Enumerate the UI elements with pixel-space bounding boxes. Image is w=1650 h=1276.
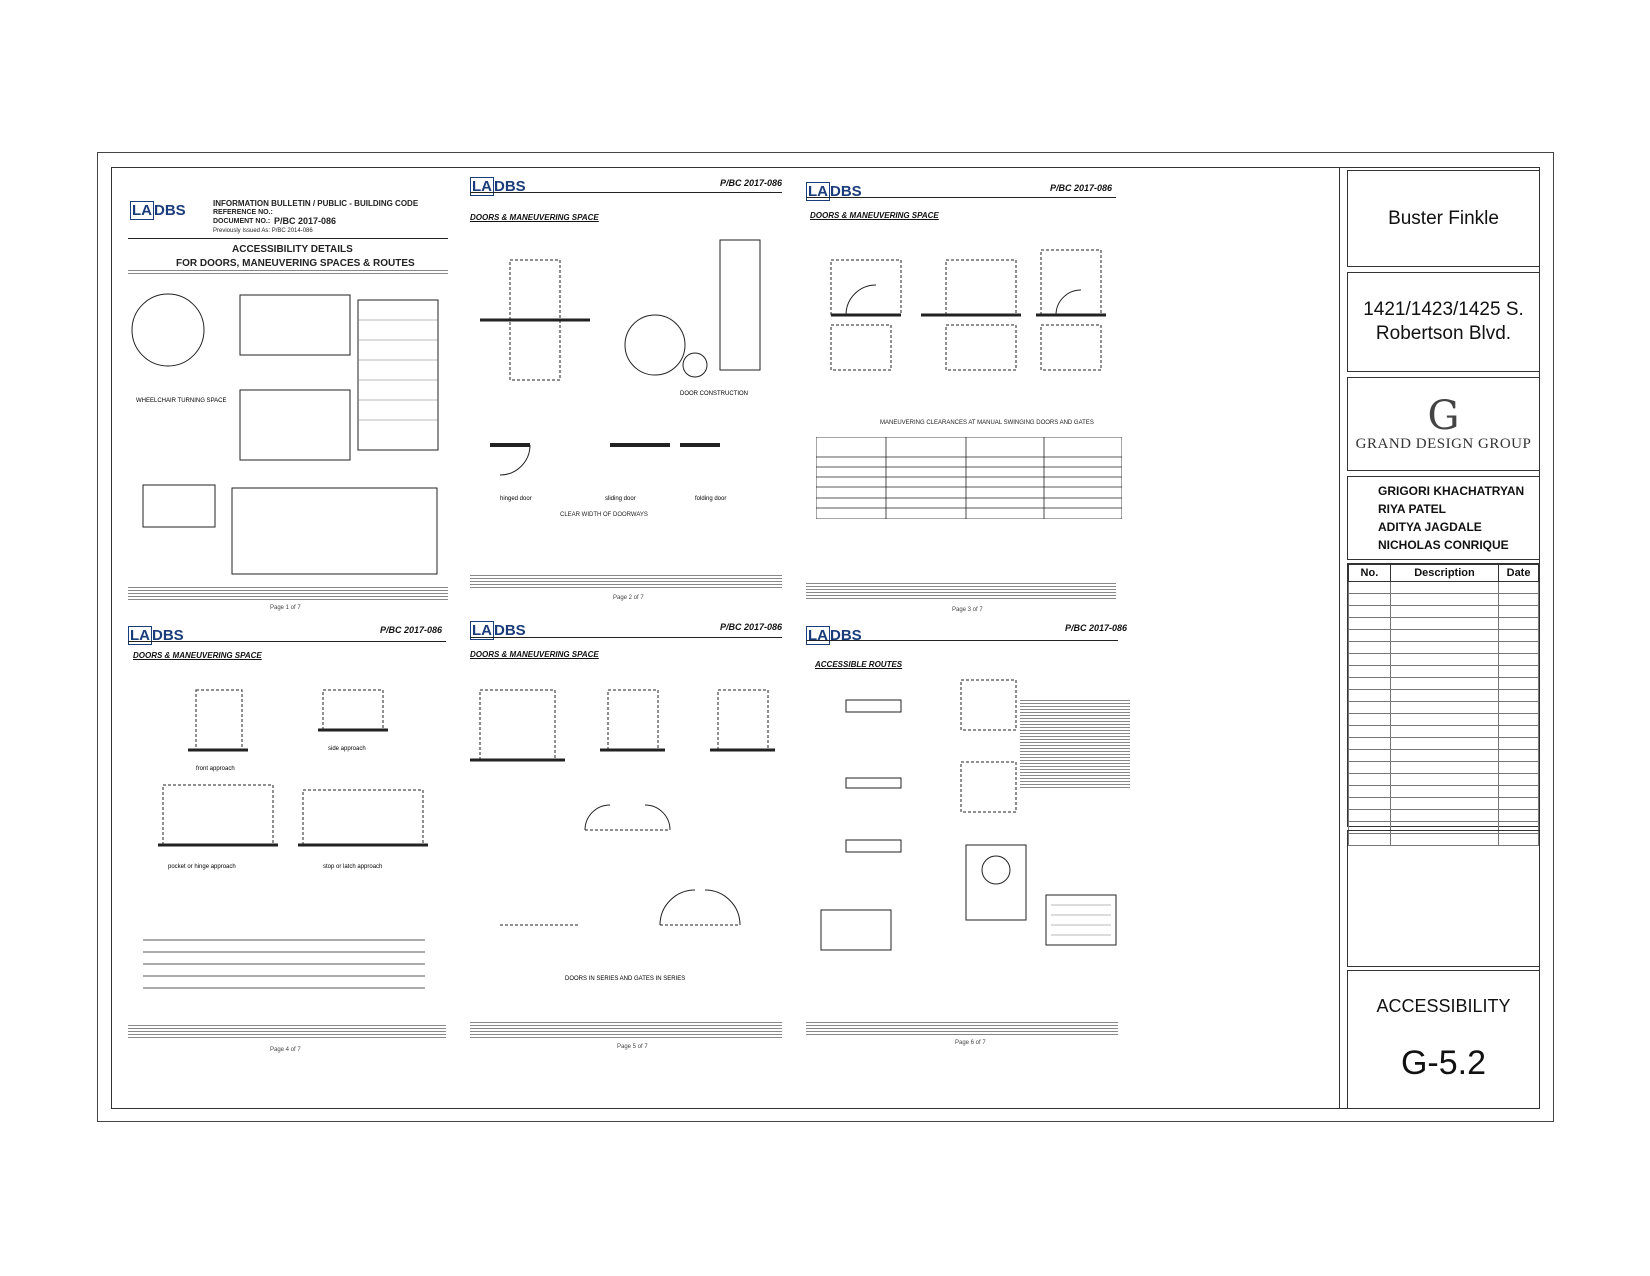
ladbs-logo: LA DBS xyxy=(808,183,862,200)
document-label: DOCUMENT NO.: xyxy=(213,218,271,225)
revision-cell xyxy=(1349,606,1391,618)
section-title: ACCESSIBLE ROUTES xyxy=(815,660,903,669)
project-address xyxy=(1347,272,1540,372)
client-name: Buster Finkle xyxy=(1347,170,1540,267)
page-number: Page 5 of 7 xyxy=(617,1044,648,1050)
revision-cell xyxy=(1499,630,1539,642)
clearance-table xyxy=(816,437,1122,519)
fine-print xyxy=(806,1022,1118,1036)
revision-cell xyxy=(1390,714,1498,726)
revision-row xyxy=(1349,630,1539,642)
ladbs-logo: LA DBS xyxy=(808,627,862,644)
revision-cell xyxy=(1499,582,1539,594)
ladbs-logo: LA DBS xyxy=(130,627,184,644)
revision-row xyxy=(1349,618,1539,630)
revision-cell xyxy=(1349,582,1391,594)
rule xyxy=(470,192,782,193)
firm-logo xyxy=(1347,377,1540,471)
revision-cell xyxy=(1499,714,1539,726)
revision-cell xyxy=(1499,798,1539,810)
section-title: DOORS & MANEUVERING SPACE xyxy=(133,651,262,660)
fine-print xyxy=(806,583,1116,601)
page4-drawings xyxy=(128,670,446,880)
fine-print xyxy=(470,1022,782,1038)
revision-cell xyxy=(1390,702,1498,714)
rev-header-date: Date xyxy=(1499,565,1539,582)
revision-cell xyxy=(1499,642,1539,654)
revision-row xyxy=(1349,702,1539,714)
team-member: RIYA PATEL xyxy=(1378,502,1447,516)
figure-caption: CLEAR WIDTH OF DOORWAYS xyxy=(560,512,648,518)
page-number: Page 2 of 7 xyxy=(613,595,644,601)
rule xyxy=(806,640,1118,641)
rule xyxy=(128,641,446,642)
revision-cell xyxy=(1349,678,1391,690)
ladbs-logo: LA DBS xyxy=(472,178,526,195)
revision-cell xyxy=(1390,774,1498,786)
sheet-title: ACCESSIBILITY xyxy=(1376,996,1511,1017)
rule xyxy=(806,197,1116,198)
revision-row xyxy=(1349,642,1539,654)
revision-cell xyxy=(1349,666,1391,678)
revision-cell xyxy=(1349,654,1391,666)
sheet-number: G-5.2 xyxy=(1400,1043,1487,1082)
revision-cell xyxy=(1390,630,1498,642)
folding-door-label: folding door xyxy=(695,496,727,502)
revision-cell xyxy=(1390,618,1498,630)
bulletin-code: P/BC 2017-086 xyxy=(1065,623,1128,633)
revision-row xyxy=(1349,726,1539,738)
revision-cell xyxy=(1499,666,1539,678)
page-number: Page 6 of 7 xyxy=(955,1040,986,1046)
revision-cell xyxy=(1349,690,1391,702)
revision-cell xyxy=(1390,810,1498,822)
rev-header-no: No. xyxy=(1349,565,1391,582)
firm-name: GRAND DESIGN GROUP xyxy=(1355,435,1532,452)
revision-cell xyxy=(1499,702,1539,714)
revision-cell xyxy=(1499,810,1539,822)
latch-approach-label: stop or latch approach xyxy=(323,864,383,870)
revision-row xyxy=(1349,774,1539,786)
bulletin-code: P/BC 2017-086 xyxy=(720,622,783,632)
revision-cell xyxy=(1390,762,1498,774)
revision-row xyxy=(1349,762,1539,774)
revision-cell xyxy=(1499,786,1539,798)
address-line-1: 1421/1423/1425 S. xyxy=(1363,299,1524,320)
wheelchair-label: WHEELCHAIR TURNING SPACE xyxy=(136,398,227,404)
revision-cell xyxy=(1390,726,1498,738)
document-number: P/BC 2017-086 xyxy=(274,216,337,226)
revision-cell xyxy=(1349,810,1391,822)
revision-cell xyxy=(1390,666,1498,678)
door-construction-label: DOOR CONSTRUCTION xyxy=(680,391,748,397)
stamp-box xyxy=(1347,830,1540,967)
revision-row xyxy=(1349,666,1539,678)
page-number: Page 4 of 7 xyxy=(270,1047,301,1053)
rule xyxy=(470,637,782,638)
reference-label: REFERENCE NO.: xyxy=(213,209,273,216)
team-member: NICHOLAS CONRIQUE xyxy=(1378,538,1509,552)
revision-cell xyxy=(1349,774,1391,786)
sheet-id-box xyxy=(1347,970,1540,1109)
revision-cell xyxy=(1499,690,1539,702)
revision-cell xyxy=(1390,642,1498,654)
revision-row xyxy=(1349,750,1539,762)
revision-row xyxy=(1349,810,1539,822)
revision-cell xyxy=(1390,786,1498,798)
revision-row xyxy=(1349,678,1539,690)
revision-cell xyxy=(1390,606,1498,618)
revision-cell xyxy=(1349,714,1391,726)
page2-drawings xyxy=(470,230,782,510)
bulletin-code: P/BC 2017-086 xyxy=(380,625,443,635)
revision-cell xyxy=(1499,750,1539,762)
firm-monogram: G xyxy=(1427,392,1460,439)
team-member: ADITYA JAGDALE xyxy=(1378,520,1482,534)
ladbs-logo: LA DBS xyxy=(132,202,186,219)
revision-cell xyxy=(1499,678,1539,690)
revision-cell xyxy=(1349,702,1391,714)
revision-cell xyxy=(1390,738,1498,750)
revision-cell xyxy=(1349,786,1391,798)
rule xyxy=(128,238,448,239)
revision-cell xyxy=(1390,750,1498,762)
main-title: ACCESSIBILITY DETAILS xyxy=(232,244,353,255)
revision-cell xyxy=(1390,582,1498,594)
revision-cell xyxy=(1390,654,1498,666)
team-member: GRIGORI KHACHATRYAN xyxy=(1378,484,1525,498)
front-approach-label: front approach xyxy=(196,766,235,772)
revision-row xyxy=(1349,690,1539,702)
revision-rows xyxy=(1349,582,1539,846)
page5-drawings xyxy=(470,680,782,990)
bulletin-code: P/BC 2017-086 xyxy=(720,178,783,188)
fine-print xyxy=(470,575,782,589)
table-caption: MANEUVERING CLEARANCES AT MANUAL SWINGING DOORS AND GATES xyxy=(880,420,1094,426)
sliding-door-label: sliding door xyxy=(605,496,636,502)
revision-cell xyxy=(1349,642,1391,654)
revision-row xyxy=(1349,606,1539,618)
hinge-approach-label: pocket or hinge approach xyxy=(168,864,236,870)
revision-cell xyxy=(1349,630,1391,642)
revision-cell xyxy=(1390,690,1498,702)
revision-cell xyxy=(1349,618,1391,630)
revision-row xyxy=(1349,582,1539,594)
revision-cell xyxy=(1499,594,1539,606)
revision-row xyxy=(1349,654,1539,666)
revision-row xyxy=(1349,714,1539,726)
fine-print xyxy=(128,587,448,601)
previously-issued: Previously Issued As: P/BC 2014-086 xyxy=(213,228,313,234)
revision-row xyxy=(1349,786,1539,798)
hinged-door-label: hinged door xyxy=(500,496,532,502)
page3-drawings xyxy=(806,240,1116,400)
page-number: Page 1 of 7 xyxy=(270,605,301,611)
page1-drawings xyxy=(128,280,448,585)
fine-print xyxy=(128,270,448,274)
revision-table xyxy=(1347,563,1540,827)
rev-header-description: Description xyxy=(1390,565,1498,582)
title-block-divider xyxy=(1339,167,1340,1109)
address-line-2: Robertson Blvd. xyxy=(1375,323,1512,344)
revision-cell xyxy=(1499,618,1539,630)
main-subtitle: FOR DOORS, MANEUVERING SPACES & ROUTES xyxy=(176,258,415,269)
revision-cell xyxy=(1499,774,1539,786)
revision-cell xyxy=(1349,594,1391,606)
revision-cell xyxy=(1499,726,1539,738)
section-title: DOORS & MANEUVERING SPACE xyxy=(810,211,939,220)
revision-cell xyxy=(1349,738,1391,750)
revision-cell xyxy=(1499,738,1539,750)
revision-cell xyxy=(1349,762,1391,774)
revision-cell xyxy=(1349,750,1391,762)
route-notes xyxy=(1020,700,1130,790)
revision-row xyxy=(1349,798,1539,810)
ladbs-logo: LA DBS xyxy=(472,622,526,639)
revision-cell xyxy=(1499,654,1539,666)
bulletin-code: P/BC 2017-086 xyxy=(1050,183,1113,193)
revision-cell xyxy=(1349,798,1391,810)
side-approach-label: side approach xyxy=(328,746,366,752)
revision-cell xyxy=(1390,678,1498,690)
page-number: Page 3 of 7 xyxy=(952,607,983,613)
revision-cell xyxy=(1499,762,1539,774)
revision-cell xyxy=(1390,798,1498,810)
approach-table xyxy=(143,930,425,995)
revision-cell xyxy=(1499,606,1539,618)
revision-row xyxy=(1349,738,1539,750)
section-title: DOORS & MANEUVERING SPACE xyxy=(470,650,599,659)
bulletin-header: INFORMATION BULLETIN / PUBLIC - BUILDING CODE xyxy=(213,199,419,208)
section-title: DOORS & MANEUVERING SPACE xyxy=(470,213,599,222)
revision-cell xyxy=(1390,594,1498,606)
team-list xyxy=(1347,476,1540,560)
fine-print xyxy=(128,1025,446,1039)
doors-in-series-label: DOORS IN SERIES AND GATES IN SERIES xyxy=(565,976,686,982)
revision-cell xyxy=(1349,726,1391,738)
revision-row xyxy=(1349,594,1539,606)
